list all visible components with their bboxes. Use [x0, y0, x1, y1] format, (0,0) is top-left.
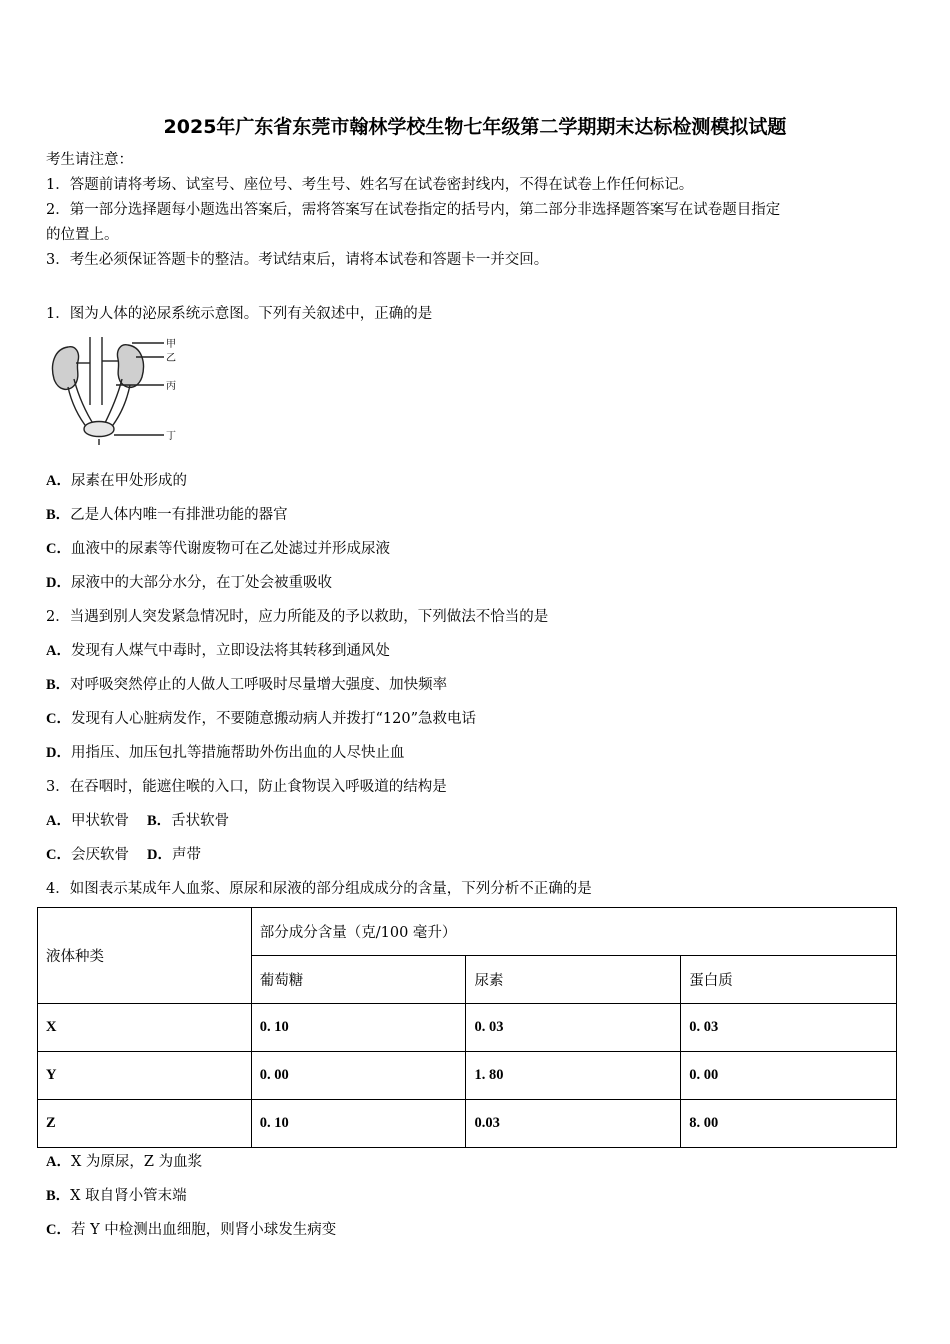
table-cell: 1. 80 [466, 1052, 681, 1100]
option-letter: C． [46, 1222, 71, 1238]
q1-option-b [46, 503, 288, 524]
row-name: Z [38, 1100, 252, 1148]
option-text: X 为原尿，Z 为血浆 [70, 1154, 203, 1170]
group-header-cell: 部分成分含量（克/100 毫升） [251, 908, 896, 956]
q1-option-d [46, 571, 332, 592]
option-letter: B． [46, 507, 71, 523]
q2-option-a [46, 639, 390, 660]
notice-section [46, 148, 906, 273]
notice-item: 3．考生必须保证答题卡的整洁。考试结束后，请将本试卷和答题卡一并交回。 [46, 252, 549, 268]
option-letter: C． [46, 541, 71, 557]
option-letter: D． [46, 745, 71, 761]
q4-option-a [46, 1150, 202, 1171]
notice-item: 2．第一部分选择题每小题选出答案后，需将答案写在试卷指定的括号内，第二部分非选择题答案写在试卷题目指定 [46, 202, 781, 218]
option-letter: B． [46, 1188, 71, 1204]
page-title: 2025年广东省东莞市翰林学校生物七年级第二学期期末达标检测模拟试题 [163, 116, 787, 138]
column-header: 蛋白质 [681, 956, 897, 1004]
notice-item: 的位置上。 [46, 227, 119, 243]
option-letter: A． [46, 643, 71, 659]
table-cell: 0. 00 [251, 1052, 466, 1100]
table-cell: 0.03 [466, 1100, 681, 1148]
option-text: 尿素在甲处形成的 [70, 473, 187, 489]
notice-item: 1．答题前请将考场、试室号、座位号、考生号、姓名写在试卷密封线内，不得在试卷上作任何标记。 [46, 177, 694, 193]
option-text: 若 Y 中检测出血细胞，则肾小球发生病变 [70, 1222, 337, 1238]
option-text: 尿液中的大部分水分，在丁处会被重吸收 [70, 575, 332, 591]
option-letter: D． [146, 847, 172, 863]
option-letter: C． [46, 711, 71, 727]
label-jia: 甲 [166, 339, 176, 350]
option-text: 对呼吸突然停止的人做人工呼吸时尽量增大强度、加快频率 [70, 677, 448, 693]
table-cell: 0. 03 [466, 1004, 681, 1052]
table-cell: 8. 00 [681, 1100, 897, 1148]
row-name: X [38, 1004, 252, 1052]
row-header-cell: 液体种类 [38, 908, 252, 1004]
option-text: 血液中的尿素等代谢废物可在乙处滤过并形成尿液 [70, 541, 390, 557]
column-header: 尿素 [466, 956, 681, 1004]
option-text: 乙是人体内唯一有排泄功能的器官 [70, 507, 288, 523]
option-letter: B． [146, 813, 172, 829]
option-letter: A． [46, 1154, 71, 1170]
label-yi: 乙 [166, 353, 176, 364]
table-cell: 0. 10 [251, 1100, 466, 1148]
option-text: 会厌软骨 [70, 847, 129, 863]
option-letter: A． [46, 813, 71, 829]
q3-options-row-2 [46, 843, 201, 864]
option-letter: D． [46, 575, 71, 591]
question-3-stem: 3．在吞咽时，能遮住喉的入口，防止食物误入呼吸道的结构是 [46, 779, 447, 795]
q4-option-b [46, 1184, 187, 1205]
option-text: 舌状软骨 [171, 813, 230, 829]
option-text: 用指压、加压包扎等措施帮助外伤出血的人尽快止血 [70, 745, 405, 761]
option-text: 发现有人煤气中毒时，立即设法将其转移到通风处 [70, 643, 390, 659]
table-row [38, 1052, 897, 1100]
option-letter: C． [46, 847, 71, 863]
q2-option-c [46, 707, 476, 728]
option-letter: A． [46, 473, 71, 489]
q1-option-c [46, 537, 390, 558]
label-ding: 丁 [166, 431, 176, 442]
q3-options-row-1 [46, 809, 229, 830]
label-bing: 丙 [166, 381, 176, 392]
column-header: 葡萄糖 [251, 956, 466, 1004]
table-row [38, 1100, 897, 1148]
table-row [38, 1004, 897, 1052]
option-text: 发现有人心脏病发作，不要随意搬动病人并拨打“120”急救电话 [70, 711, 476, 727]
question-1-stem: 1．图为人体的泌尿系统示意图。下列有关叙述中，正确的是 [46, 306, 433, 322]
urinary-system-diagram [46, 335, 196, 447]
table-cell: 0. 03 [681, 1004, 897, 1052]
option-text: X 取自肾小管末端 [70, 1188, 187, 1204]
q2-option-b [46, 673, 447, 694]
question-2-stem: 2．当遇到别人突发紧急情况时，应力所能及的予以救助，下列做法不恰当的是 [46, 609, 549, 625]
table-cell: 0. 10 [251, 1004, 466, 1052]
q4-option-c [46, 1218, 336, 1239]
table-cell: 0. 00 [681, 1052, 897, 1100]
option-text: 甲状软骨 [70, 813, 129, 829]
option-letter: B． [46, 677, 71, 693]
q1-option-a [46, 469, 187, 490]
question-4-stem: 4．如图表示某成年人血浆、原尿和尿液的部分组成成分的含量，下列分析不正确的是 [46, 881, 592, 897]
composition-table [37, 907, 897, 1148]
notice-heading: 考生请注意： [46, 152, 133, 168]
q2-option-d [46, 741, 404, 762]
option-text: 声带 [171, 847, 201, 863]
row-name: Y [38, 1052, 252, 1100]
